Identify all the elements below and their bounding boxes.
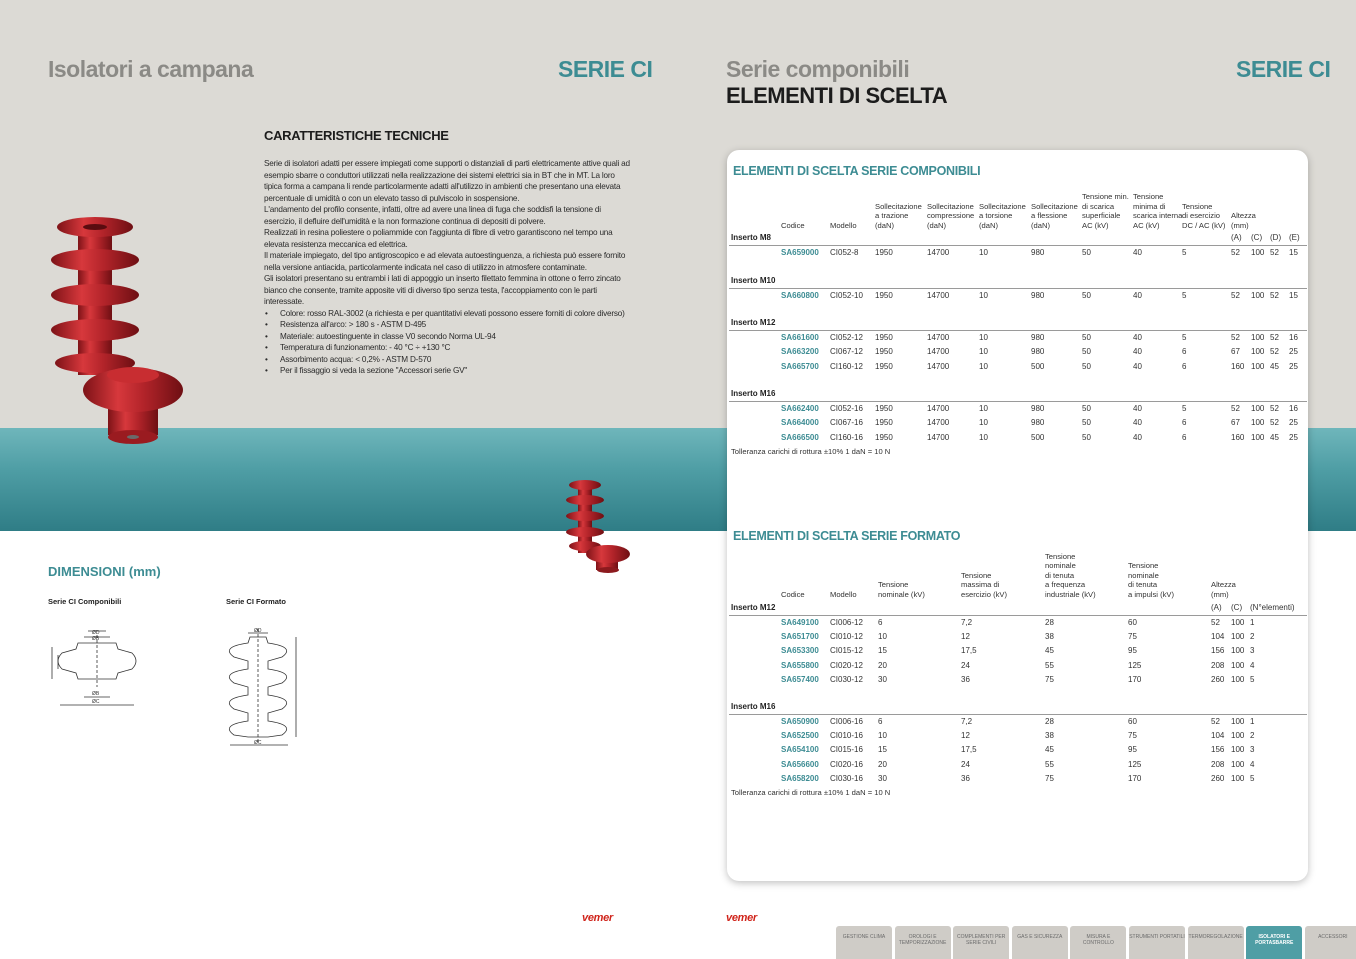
table-note: Tolleranza carichi di rottura ±10% 1 daN = 10 N: [731, 447, 891, 456]
table-rule: [729, 401, 1307, 402]
col-header-compressione: Sollecitazione compressione (daN): [927, 201, 975, 230]
table-cell: CI006-12: [830, 618, 863, 627]
product-code: SA658200: [781, 773, 819, 783]
table-cell: 6: [878, 717, 883, 726]
table-cell: 100: [1251, 291, 1265, 300]
table-cell: 6: [1182, 347, 1187, 357]
list-item: • Resistenza all'arco: > 180 s - ASTM D-495: [280, 319, 630, 331]
table-cell: 10: [878, 731, 887, 741]
col-header-dim: (N°elementi): [1250, 603, 1295, 612]
table-cell: 10: [979, 291, 988, 300]
table-cell: 1950: [875, 432, 893, 442]
product-code: SA661600: [781, 333, 819, 342]
group-label: Inserto M16: [731, 389, 776, 398]
table-cell: 10: [979, 404, 988, 413]
col-header-scarica-superficiale: Tensione min. di scarica superficiale AC (kV): [1082, 192, 1129, 230]
table-cell: 55: [1045, 660, 1054, 670]
table-cell: 100: [1251, 418, 1265, 428]
list-item: • Colore: rosso RAL-3002 (a richiesta e per quantitativi elevati possono essere forniti di colore diverso): [280, 308, 630, 320]
table-note: Tolleranza carichi di rottura ±10% 1 daN = 10 N: [731, 788, 891, 797]
tab-isolatori-e-portasbarre[interactable]: ISOLATORI E PORTASBARRE: [1246, 926, 1302, 959]
table-cell: CI160-16: [830, 432, 863, 442]
table-cell: 6: [1182, 361, 1187, 371]
section-title: CARATTERISTICHE TECNICHE: [264, 128, 449, 143]
table-cell: 1950: [875, 404, 893, 413]
table-cell: 52: [1270, 291, 1279, 300]
table-cell: CI067-16: [830, 418, 863, 428]
table-cell: 25: [1289, 418, 1298, 428]
table-cell: 67: [1231, 347, 1240, 357]
table-cell: 5: [1182, 404, 1187, 413]
table-cell: 14700: [927, 248, 950, 257]
table-cell: 100: [1231, 717, 1245, 726]
table-cell: 6: [1182, 432, 1187, 442]
table-cell: 45: [1045, 646, 1054, 656]
table-cell: 95: [1128, 745, 1137, 755]
insulator-small-image: [548, 478, 643, 593]
table-cell: 100: [1251, 248, 1265, 257]
table-cell: 60: [1128, 618, 1137, 627]
col-header-dim: (C): [1251, 233, 1263, 242]
table-cell: 38: [1045, 632, 1054, 642]
table-cell: CI006-16: [830, 717, 863, 726]
table-cell: 104: [1211, 632, 1225, 642]
dimensions-title: DIMENSIONI (mm): [48, 564, 161, 579]
table-cell: 156: [1211, 646, 1225, 656]
table-cell: 10: [979, 361, 988, 371]
table-cell: 52: [1270, 347, 1279, 357]
svg-text:ØB: ØB: [92, 691, 100, 697]
table-cell: 10: [979, 248, 988, 257]
table-cell: 980: [1031, 347, 1045, 357]
table-rule: [729, 245, 1307, 246]
product-code: SA662400: [781, 404, 819, 413]
table-cell: 1950: [875, 291, 893, 300]
svg-text:ØD: ØD: [254, 628, 262, 634]
table-cell: 5: [1182, 291, 1187, 300]
table-cell: 20: [878, 759, 887, 769]
table-cell: 100: [1231, 660, 1245, 670]
product-code: SA659000: [781, 248, 819, 257]
product-code: SA653300: [781, 646, 819, 656]
tab-complementi-per-serie-civili[interactable]: COMPLEMENTI PER SERIE CIVILI: [953, 926, 1009, 959]
table-cell: 100: [1231, 674, 1245, 684]
table-cell: 15: [878, 745, 887, 755]
table-cell: 100: [1251, 404, 1265, 413]
table-cell: 14700: [927, 418, 950, 428]
table-cell: 1950: [875, 248, 893, 257]
series-label: SERIE CI: [1236, 56, 1331, 82]
table-cell: CI067-12: [830, 347, 863, 357]
col-header-frequenza: Tensione nominale di tenuta a frequenza industriale (kV): [1045, 551, 1096, 599]
table-cell: 170: [1128, 674, 1142, 684]
table-cell: 100: [1231, 745, 1245, 755]
table-cell: 36: [961, 674, 970, 684]
table-cell: 36: [961, 773, 970, 783]
col-header-dim: (A): [1211, 603, 1222, 612]
table-cell: 10: [878, 632, 887, 642]
table-cell: 50: [1082, 333, 1091, 342]
table-rule: [729, 288, 1307, 289]
table-cell: 14700: [927, 347, 950, 357]
table-cell: 25: [1289, 361, 1298, 371]
table-cell: 24: [961, 660, 970, 670]
table-cell: 30: [878, 773, 887, 783]
dimension-drawing-formato: [222, 625, 302, 750]
table-cell: 125: [1128, 660, 1142, 670]
tab-accessori[interactable]: ACCESSORI: [1305, 926, 1356, 959]
col-header-modello: Modello: [830, 220, 857, 230]
table-cell: 28: [1045, 717, 1054, 726]
table-cell: CI052-10: [830, 291, 863, 300]
table-cell: 50: [1082, 347, 1091, 357]
group-label: Inserto M12: [731, 318, 776, 327]
col-header-trazione: Sollecitazione a trazione (daN): [875, 201, 922, 230]
table-cell: 50: [1082, 404, 1091, 413]
table-cell: 2: [1250, 632, 1255, 642]
vemer-logo: vemer: [582, 912, 613, 924]
table-cell: 95: [1128, 646, 1137, 656]
table-cell: 500: [1031, 361, 1045, 371]
table-cell: 52: [1231, 404, 1240, 413]
table-cell: 100: [1251, 432, 1265, 442]
table-cell: 17,5: [961, 646, 977, 656]
table-cell: CI015-12: [830, 646, 863, 656]
product-code: SA656600: [781, 759, 819, 769]
table-cell: 5: [1182, 248, 1187, 257]
dimension-label: Serie CI Componibili: [48, 597, 122, 606]
page-subtitle: ELEMENTI DI SCELTA: [726, 83, 948, 108]
table-cell: 12: [961, 632, 970, 642]
table-cell: 10: [979, 347, 988, 357]
col-header-dim: (D): [1270, 233, 1282, 242]
product-code: SA663200: [781, 347, 819, 357]
table-cell: 3: [1250, 745, 1255, 755]
product-code: SA665700: [781, 361, 819, 371]
group-label: Inserto M8: [731, 233, 772, 242]
table-cell: 67: [1231, 418, 1240, 428]
table-cell: 10: [979, 333, 988, 342]
table-cell: 45: [1045, 745, 1054, 755]
table-cell: 6: [1182, 418, 1187, 428]
tab-gas-e-sicurezza[interactable]: GAS E SICUREZZA: [1012, 926, 1068, 959]
table-cell: 980: [1031, 418, 1045, 428]
table-cell: 40: [1133, 432, 1142, 442]
table-cell: 6: [878, 618, 883, 627]
description: [264, 158, 630, 377]
col-header-codice: Codice: [781, 220, 805, 230]
table-rule: [729, 714, 1307, 715]
features-list: [264, 308, 630, 377]
table-cell: 500: [1031, 432, 1045, 442]
table-cell: 50: [1082, 291, 1091, 300]
insulator-large-image: [40, 215, 190, 455]
col-header-esercizio: Tensione di esercizio DC / AC (kV): [1182, 201, 1226, 230]
table-cell: 52: [1270, 248, 1279, 257]
col-header-dim: (A): [1231, 233, 1242, 242]
table-cell: 14700: [927, 361, 950, 371]
col-header-flessione: Sollecitazione a flessione (daN): [1031, 201, 1078, 230]
table-cell: 40: [1133, 404, 1142, 413]
table-cell: 160: [1231, 432, 1245, 442]
table-cell: 45: [1270, 432, 1279, 442]
table-cell: 14700: [927, 432, 950, 442]
table-cell: CI052-16: [830, 404, 863, 413]
table-cell: 1950: [875, 361, 893, 371]
table-cell: 100: [1231, 646, 1245, 656]
table-cell: 160: [1231, 361, 1245, 371]
product-code: SA650900: [781, 717, 819, 726]
table-cell: 40: [1133, 361, 1142, 371]
table-cell: 25: [1289, 347, 1298, 357]
table-cell: 15: [878, 646, 887, 656]
table-cell: 100: [1231, 618, 1245, 627]
table-cell: 16: [1289, 333, 1298, 342]
table-cell: 12: [961, 731, 970, 741]
tab-gestione-clima[interactable]: GESTIONE CLIMA: [836, 926, 892, 959]
product-code: SA666500: [781, 432, 819, 442]
svg-text:ØC: ØC: [254, 740, 262, 746]
tab-orologi-e-temporizzazione[interactable]: OROLOGI E TEMPORIZZAZIONE: [895, 926, 951, 959]
table-cell: 170: [1128, 773, 1142, 783]
col-header-altezza: Altezza (mm): [1211, 580, 1236, 599]
table-cell: 60: [1128, 717, 1137, 726]
table-cell: 24: [961, 759, 970, 769]
table-cell: 100: [1231, 632, 1245, 642]
table-cell: 10: [979, 432, 988, 442]
table-cell: 52: [1270, 418, 1279, 428]
table-cell: 25: [1289, 432, 1298, 442]
table-cell: CI020-16: [830, 759, 863, 769]
table-cell: 980: [1031, 404, 1045, 413]
table-cell: 75: [1128, 731, 1137, 741]
page-title: Serie componibili: [726, 56, 910, 82]
svg-text:ØD: ØD: [92, 630, 100, 636]
product-code: SA651700: [781, 632, 819, 642]
table-cell: 52: [1270, 333, 1279, 342]
table-rule: [729, 615, 1307, 616]
product-code: SA660800: [781, 291, 819, 300]
table-cell: 15: [1289, 291, 1298, 300]
table-cell: 100: [1251, 333, 1265, 342]
table-cell: 75: [1128, 632, 1137, 642]
table-cell: 7,2: [961, 717, 973, 726]
table-cell: 260: [1211, 674, 1225, 684]
table-cell: 1950: [875, 333, 893, 342]
table-cell: 50: [1082, 248, 1091, 257]
table-cell: 5: [1250, 674, 1255, 684]
table2-title: ELEMENTI DI SCELTA SERIE FORMATO: [733, 529, 961, 543]
table-cell: 4: [1250, 660, 1255, 670]
table-cell: 50: [1082, 432, 1091, 442]
table-cell: 17,5: [961, 745, 977, 755]
table-cell: 52: [1211, 618, 1220, 627]
table-cell: CI020-12: [830, 660, 863, 670]
table-cell: 1: [1250, 717, 1255, 726]
tab-misura-e-controllo[interactable]: MISURA E CONTROLLO: [1070, 926, 1126, 959]
table-cell: 14700: [927, 291, 950, 300]
table-cell: 40: [1133, 418, 1142, 428]
svg-text:ØC: ØC: [92, 699, 100, 705]
table-cell: 100: [1231, 773, 1245, 783]
table-cell: 52: [1231, 291, 1240, 300]
table-cell: CI030-12: [830, 674, 863, 684]
table-cell: 52: [1231, 248, 1240, 257]
selection-card: [727, 150, 1308, 881]
table-cell: 125: [1128, 759, 1142, 769]
table-cell: 1950: [875, 418, 893, 428]
paragraph: L'andamento del profilo consente, infatti, oltre ad avere una linea di fuga che soddisfi la tensione di esercizio, il defluire dell'umidità e la non formazione continua di depositi di polvere.: [264, 205, 601, 226]
table-cell: CI052-8: [830, 248, 859, 257]
table-cell: 100: [1251, 347, 1265, 357]
table-cell: 260: [1211, 773, 1225, 783]
tab-termoregolazione[interactable]: TERMOREGOLAZIONE: [1188, 926, 1244, 959]
col-header-altezza: Altezza (mm): [1231, 211, 1256, 230]
table-cell: 52: [1270, 404, 1279, 413]
group-label: Inserto M12: [731, 603, 776, 612]
table-cell: 40: [1133, 347, 1142, 357]
dimension-label: Serie CI Formato: [226, 597, 287, 606]
table-cell: 208: [1211, 660, 1225, 670]
table-cell: 980: [1031, 333, 1045, 342]
table-cell: 7,2: [961, 618, 973, 627]
dimension-drawing-componibili: [48, 625, 148, 715]
series-label: SERIE CI: [558, 56, 653, 82]
table-cell: 2: [1250, 731, 1255, 741]
table-cell: CI010-12: [830, 632, 863, 642]
table-cell: 3: [1250, 646, 1255, 656]
table-rule: [729, 330, 1307, 331]
table-cell: CI030-16: [830, 773, 863, 783]
paragraph: Gli isolatori presentano su entrambi i lati di appoggio un inserto filettato femmina in ottone o ferro zincato bianco che consente, tramite apposite viti di diverso tipo senza testa, l'accoppiamento con le parti interessate.: [264, 274, 621, 306]
table-cell: 40: [1133, 248, 1142, 257]
table-cell: 28: [1045, 618, 1054, 627]
list-item: • Per il fissaggio si veda la sezione "Accessori serie GV": [280, 365, 630, 377]
table-cell: 10: [979, 418, 988, 428]
table-cell: 55: [1045, 759, 1054, 769]
group-label: Inserto M16: [731, 702, 776, 711]
table-cell: 14700: [927, 404, 950, 413]
table-cell: 100: [1231, 759, 1245, 769]
table-cell: 40: [1133, 333, 1142, 342]
table-cell: 980: [1031, 248, 1045, 257]
paragraph: Serie di isolatori adatti per essere impiegati come supporti o distanziali di parti elettricamente attive quali ad esempio sbarre o conduttori utilizzati nella realizzazione dei sistemi elettrici sia in BT che in MT. La loro tipica forma a campana li rende particolarmente adatti all'utilizzo in ambienti che presentano una elevata percentuale di umidità o con un elevato tasso di pulviscolo in sospensione.: [264, 159, 630, 203]
table-cell: 156: [1211, 745, 1225, 755]
table-cell: 5: [1250, 773, 1255, 783]
table-cell: 104: [1211, 731, 1225, 741]
table-cell: 5: [1182, 333, 1187, 342]
table-cell: 52: [1211, 717, 1220, 726]
table-cell: CI052-12: [830, 333, 863, 342]
col-header-massima: Tensione massima di esercizio (kV): [961, 570, 1007, 599]
table-cell: 980: [1031, 291, 1045, 300]
col-header-modello: Modello: [830, 589, 857, 599]
table-cell: 1950: [875, 347, 893, 357]
table-cell: 45: [1270, 361, 1279, 371]
table-cell: 50: [1082, 418, 1091, 428]
product-code: SA657400: [781, 674, 819, 684]
col-header-scarica-interna: Tensione minima di scarica interna AC (kV): [1133, 192, 1183, 230]
page-title: Isolatori a campana: [48, 56, 254, 82]
col-header-dim: (E): [1289, 233, 1300, 242]
table-cell: 1: [1250, 618, 1255, 627]
table-cell: 100: [1231, 731, 1245, 741]
product-code: SA652500: [781, 731, 819, 741]
group-label: Inserto M10: [731, 276, 776, 285]
table-cell: 75: [1045, 674, 1054, 684]
col-header-impulsi: Tensione nominale di tenuta a impulsi (kV): [1128, 561, 1174, 599]
paragraph: Realizzati in resina poliestere o poliammide con l'aggiunta di fibre di vetro garantiscono nel tempo una elevata resistenza meccanica ed elettrica.: [264, 228, 613, 249]
table1-title: ELEMENTI DI SCELTA SERIE COMPONIBILI: [733, 164, 981, 178]
svg-text:ØB: ØB: [92, 636, 100, 642]
table-cell: 16: [1289, 404, 1298, 413]
table-cell: 208: [1211, 759, 1225, 769]
col-header-codice: Codice: [781, 589, 805, 599]
paragraph: Il materiale impiegato, del tipo antigroscopico e ad elevata autoestinguenza, a richiesta può essere fornito nella versione antiacida, particolarmente indicata nel caso di utilizzo in atmosfere contaminate.: [264, 251, 626, 272]
product-code: SA655800: [781, 660, 819, 670]
list-item: • Temperatura di funzionamento: - 40 °C ÷ +130 °C: [280, 342, 630, 354]
col-header-nominale: Tensione nominale (kV): [878, 580, 925, 599]
col-header-torsione: Sollecitazione a torsione (daN): [979, 201, 1026, 230]
table-cell: 30: [878, 674, 887, 684]
table-cell: 38: [1045, 731, 1054, 741]
table-cell: 20: [878, 660, 887, 670]
table-cell: 15: [1289, 248, 1298, 257]
table-cell: 40: [1133, 291, 1142, 300]
table-cell: 50: [1082, 361, 1091, 371]
table-cell: 52: [1231, 333, 1240, 342]
table-cell: 75: [1045, 773, 1054, 783]
product-code: SA664000: [781, 418, 819, 428]
product-code: SA649100: [781, 618, 819, 627]
list-item: • Assorbimento acqua: < 0,2% - ASTM D-570: [280, 354, 630, 366]
vemer-logo: vemer: [726, 912, 757, 924]
table-cell: 4: [1250, 759, 1255, 769]
table-cell: CI160-12: [830, 361, 863, 371]
table-cell: 14700: [927, 333, 950, 342]
table-cell: CI010-16: [830, 731, 863, 741]
left-bottom-panel: [0, 531, 678, 959]
table-cell: CI015-16: [830, 745, 863, 755]
col-header-dim: (C): [1231, 603, 1243, 612]
table-cell: 100: [1251, 361, 1265, 371]
list-item: • Materiale: autoestinguente in classe V0 secondo Norma UL-94: [280, 331, 630, 343]
product-code: SA654100: [781, 745, 819, 755]
tab-strumenti-portatili[interactable]: STRUMENTI PORTATILI: [1129, 926, 1185, 959]
